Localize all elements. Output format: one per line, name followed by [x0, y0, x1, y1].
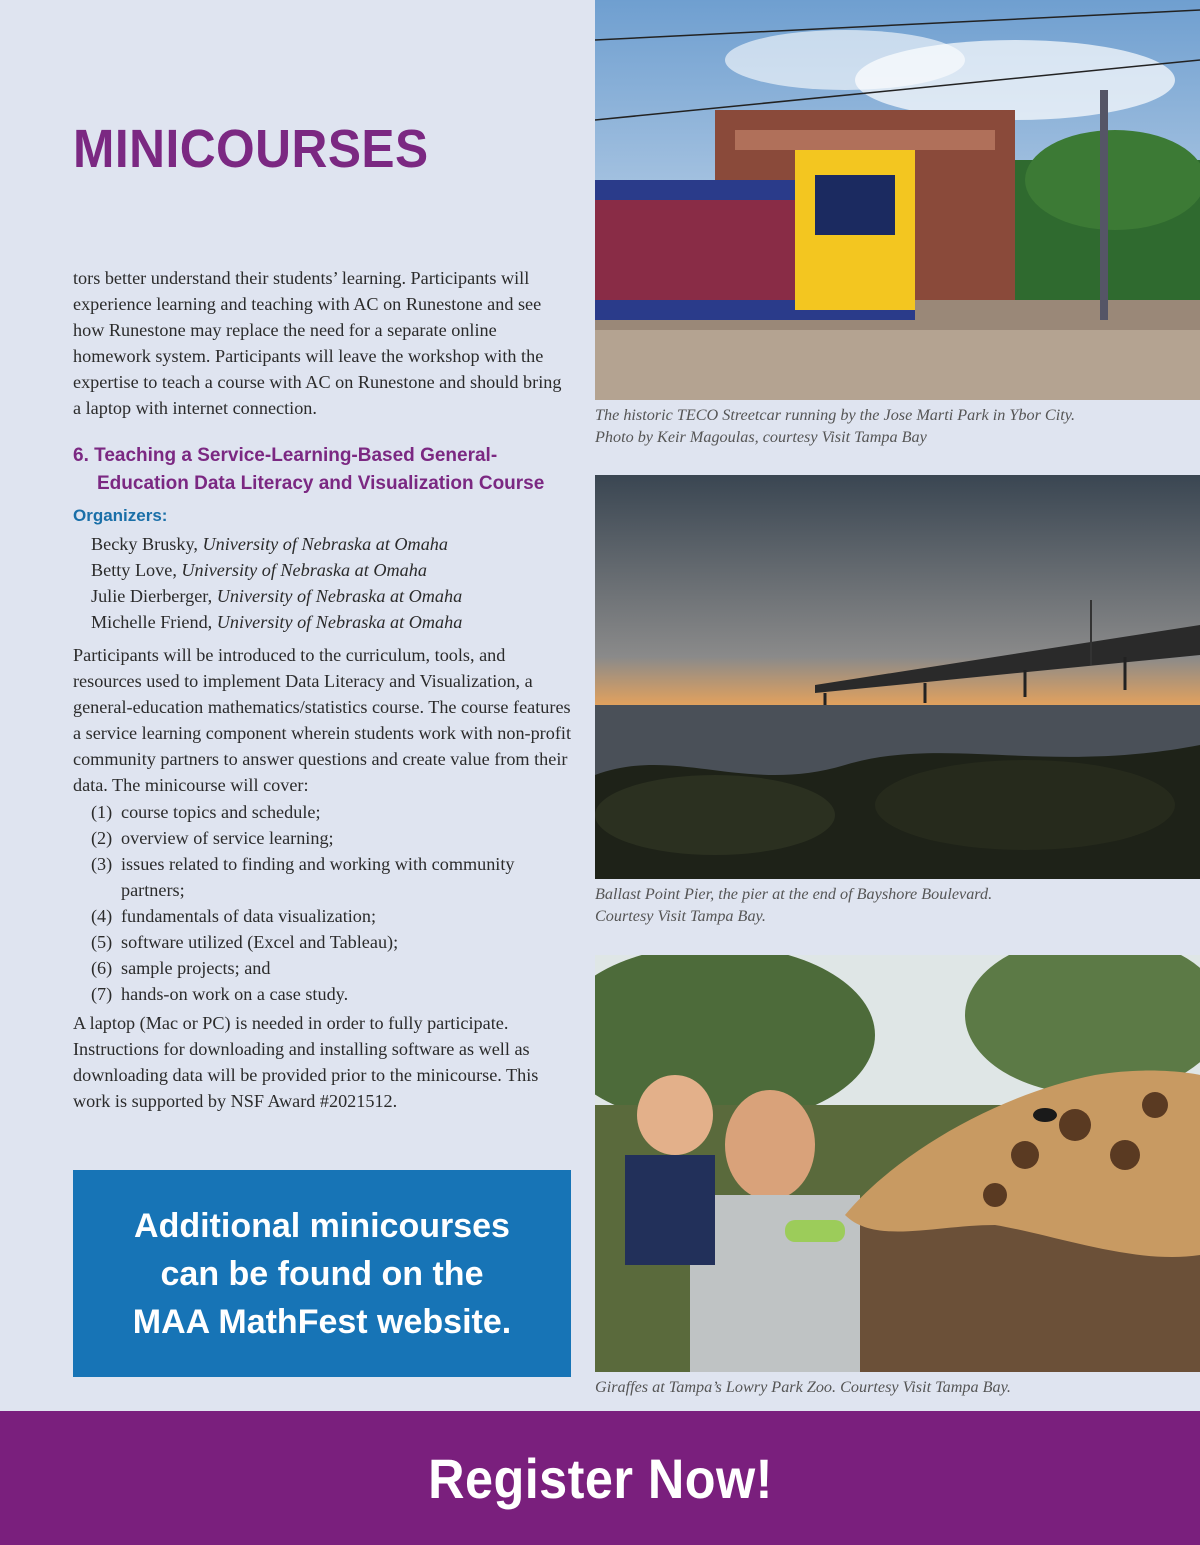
topic-number: (7): [91, 984, 113, 1004]
topic-item: [91, 851, 571, 903]
section-number: 6.: [73, 445, 89, 466]
topic-number: (6): [91, 958, 113, 978]
caption-line: The historic TECO Streetcar running by the Jose Marti Park in Ybor City.: [595, 406, 1076, 424]
register-banner[interactable]: [0, 1411, 1200, 1545]
organizer-name: Julie Dierberger,: [91, 586, 213, 606]
organizer-affiliation: University of Nebraska at Omaha: [216, 586, 463, 606]
streetcar-photo: [595, 0, 1200, 400]
topic-item: [91, 825, 571, 851]
organizer-affiliation: University of Nebraska at Omaha: [216, 612, 463, 632]
organizers-list: [91, 531, 571, 635]
caption-line: Courtesy Visit Tampa Bay.: [595, 907, 766, 925]
topic-number: (3): [91, 854, 113, 874]
organizer-item: [91, 531, 571, 557]
topic-number: (2): [91, 828, 113, 848]
pier-caption: [595, 883, 1185, 927]
topic-text: fundamentals of data visualization;: [121, 906, 377, 926]
topic-text: software utilized (Excel and Tableau);: [121, 932, 399, 952]
topic-text: sample projects; and: [121, 958, 271, 978]
pier-photo: [595, 475, 1200, 879]
giraffe-caption: [595, 1376, 1185, 1398]
topic-number: (1): [91, 802, 113, 822]
topic-text: overview of service learning;: [121, 828, 334, 848]
organizer-item: [91, 583, 571, 609]
organizer-name: Betty Love,: [91, 560, 177, 580]
organizer-name: Becky Brusky,: [91, 534, 198, 554]
topic-text: issues related to finding and working with community partners;: [121, 854, 515, 900]
topic-item: [91, 981, 571, 1007]
topic-item: [91, 903, 571, 929]
intro-paragraph: tors better understand their students’ learning. Participants will experience learning and teaching with AC on Runestone and see how Runestone may replace the need for a separate online homework system. Participants will leave the workshop with the expertise to teach a course with AC on Runestone and should bring a laptop with internet connection.: [73, 268, 562, 418]
closing-paragraph: A laptop (Mac or PC) is needed in order to fully participate. Instructions for downloading and installing software as well as downloading data will be provided prior to the minicourse. This work is supported by NSF Award #2021512.: [73, 1013, 539, 1111]
callout-line2: can be found on the: [160, 1254, 484, 1293]
caption-line: Photo by Keir Magoulas, courtesy Visit Tampa Bay: [595, 428, 927, 446]
topic-item: [91, 929, 571, 955]
page-title: MINICOURSES: [73, 119, 429, 179]
streetcar-caption: [595, 404, 1185, 448]
section-heading: [73, 442, 573, 498]
organizer-affiliation: University of Nebraska at Omaha: [202, 534, 448, 554]
register-now-label[interactable]: Register Now!: [427, 1446, 773, 1510]
topics-list: [91, 799, 571, 1007]
section-title-line1: Teaching a Service-Learning-Based General-: [94, 445, 498, 466]
section-title-line2: Education Data Literacy and Visualization Course: [97, 473, 545, 494]
caption-line: Ballast Point Pier, the pier at the end of Bayshore Boulevard.: [595, 885, 993, 903]
giraffe-photo: [595, 955, 1200, 1372]
topic-text: course topics and schedule;: [121, 802, 321, 822]
organizer-item: [91, 609, 571, 635]
organizer-item: [91, 557, 571, 583]
organizer-affiliation: University of Nebraska at Omaha: [181, 560, 427, 580]
topic-item: [91, 799, 571, 825]
topic-item: [91, 955, 571, 981]
caption-line: Giraffes at Tampa’s Lowry Park Zoo. Courtesy Visit Tampa Bay.: [595, 1378, 1011, 1396]
topic-number: (4): [91, 906, 113, 926]
callout-line3: MAA MathFest website.: [132, 1302, 512, 1341]
callout-line1: Additional minicourses: [134, 1206, 510, 1245]
topic-number: (5): [91, 932, 113, 952]
organizers-label: Organizers:: [73, 506, 168, 525]
additional-minicourses-callout[interactable]: [73, 1170, 571, 1377]
organizer-name: Michelle Friend,: [91, 612, 213, 632]
topic-text: hands-on work on a case study.: [121, 984, 349, 1004]
course-description: Participants will be introduced to the curriculum, tools, and resources used to implement Data Literacy and Visualization, a general-education mathematics/statistics course. The course features a service learning component wherein students work with non-profit community partners to answer questions and create value from their data. The minicourse will cover:: [73, 645, 571, 795]
